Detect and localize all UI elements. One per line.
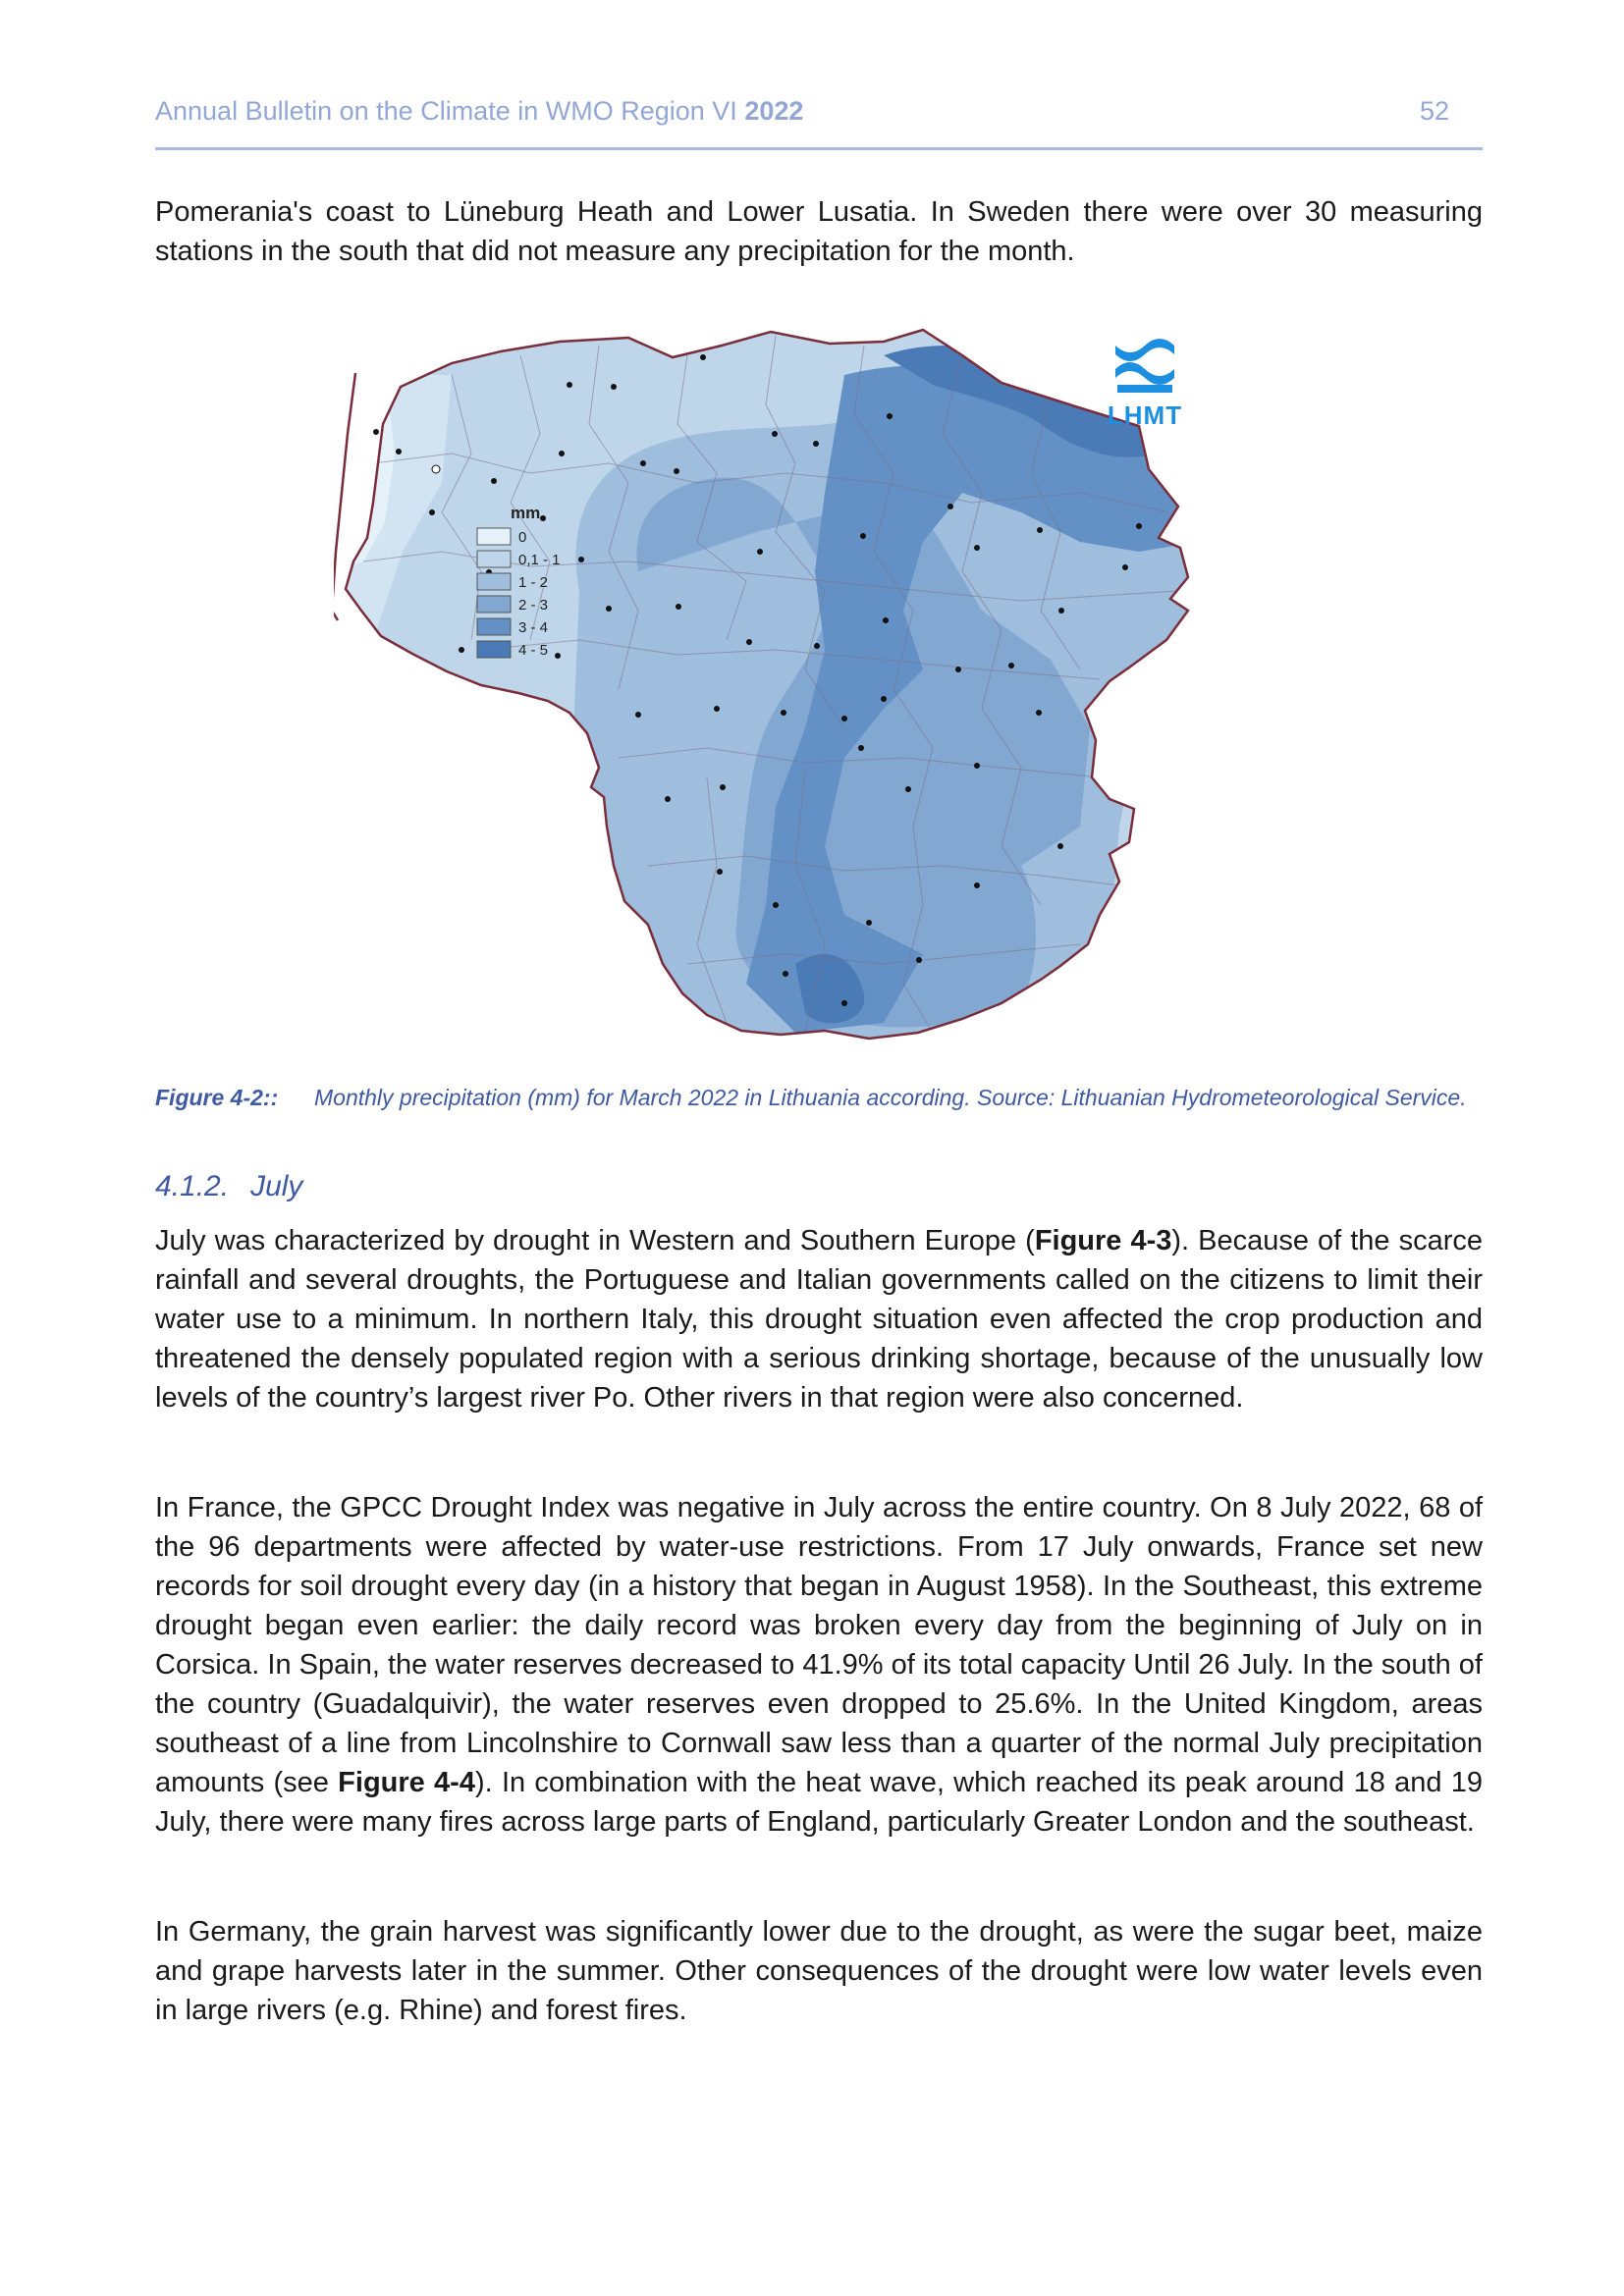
lithuania-precipitation-map bbox=[334, 316, 1335, 1082]
precipitation-zones bbox=[334, 316, 1335, 1082]
legend-label: 4 - 5 bbox=[518, 642, 549, 659]
intro-paragraph: Pomerania's coast to Lüneburg Heath and Lower Lusatia. In Sweden there were over 30 measuring stations in the south that did not measure any precipitation for the month. bbox=[155, 196, 1483, 267]
legend-label: 1 - 2 bbox=[518, 574, 549, 591]
figure-label: Figure 4-2:: bbox=[155, 1085, 279, 1110]
paragraph-france-spain-uk: In France, the GPCC Drought Index was negative in July across the entire country. On 8 July 2022, 68 of the 96 departments were affected by water-use restrictions. From 17 July onwards, France set new records for soil drought every day (in a history that began in August 1958). In the Southeast, this extreme drought began even earlier: the daily record was broken every day from the beginning of July on in Corsica. In Spain, the water reserves decreased to 41.9% of its total capacity Until 26 July. In the south of the country (Guadalquivir), the water reserves even dropped to 25.6%. In the United Kingdom, areas southeast of a line from Lincolnshire to Cornwall saw less than a quarter of the normal July precipitation amounts (see Figure 4-4). In combination with the heat wave, which reached its peak around 18 and 19 July, there were many fires across large parts of England, particularly Greater London and the southeast. bbox=[155, 1492, 1483, 1838]
lhmt-logo bbox=[1108, 339, 1182, 430]
section-heading bbox=[155, 1170, 302, 1203]
figure-4-4-reference: Figure 4-4 bbox=[338, 1767, 475, 1798]
logo-text: LHMT bbox=[1107, 400, 1183, 430]
logo-wave-middle bbox=[1115, 362, 1174, 385]
legend-swatch bbox=[477, 641, 511, 658]
legend-swatch bbox=[477, 573, 511, 590]
precipitation-map-figure bbox=[334, 316, 1335, 1082]
station-point-highlight bbox=[432, 465, 440, 473]
running-header bbox=[155, 96, 1483, 150]
section-title: July bbox=[250, 1170, 303, 1202]
legend-label: 0,1 - 1 bbox=[518, 552, 561, 568]
header-title: Annual Bulletin on the Climate in WMO Region VI 2022 bbox=[155, 96, 804, 126]
figure-caption-text: Monthly precipitation (mm) for March 2022 in Lithuania according. Source: Lithuanian Hydrometeorological Service. bbox=[314, 1085, 1467, 1110]
section-number: 4.1.2. bbox=[155, 1170, 230, 1202]
header-year: 2022 bbox=[744, 96, 804, 126]
legend-swatch bbox=[477, 551, 511, 567]
legend-label: 2 - 3 bbox=[518, 597, 549, 614]
legend-label: 3 - 4 bbox=[518, 619, 549, 636]
paragraph-germany: In Germany, the grain harvest was significantly lower due to the drought, as were the sugar beet, maize and grape harvests later in the summer. Other consequences of the drought were low water levels even in large rivers (e.g. Rhine) and forest fires. bbox=[155, 1916, 1483, 2026]
legend-title: mm bbox=[511, 504, 541, 522]
logo-bar bbox=[1117, 385, 1172, 393]
legend-swatch bbox=[477, 618, 511, 635]
legend-swatch bbox=[477, 528, 511, 545]
figure-4-3-reference: Figure 4-3 bbox=[1034, 1225, 1172, 1256]
paragraph-july-drought: July was characterized by drought in Western and Southern Europe (Figure 4-3). Because of the scarce rainfall and several droughts, the Portuguese and Italian governments called on the citizens to limit their water use to a minimum. In northern Italy, this drought situation even affected the crop production and threatened the densely populated region with a serious drinking shortage, because of the unusually low levels of the country’s largest river Po. Other rivers in that region were also concerned. bbox=[155, 1225, 1483, 1414]
legend-swatch bbox=[477, 596, 511, 613]
logo-wave-top bbox=[1115, 339, 1174, 361]
legend-label: 0 bbox=[518, 529, 527, 546]
page-number: 52 bbox=[1419, 96, 1449, 126]
